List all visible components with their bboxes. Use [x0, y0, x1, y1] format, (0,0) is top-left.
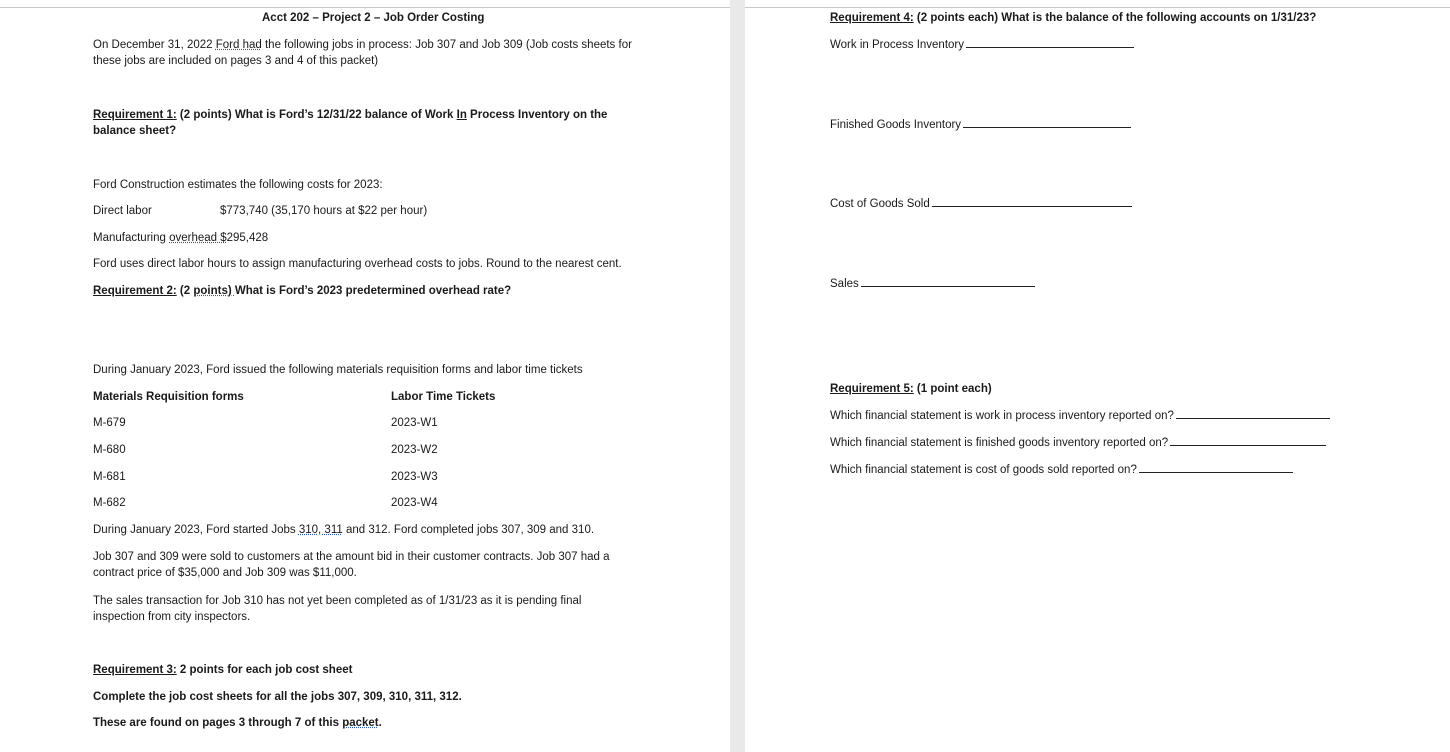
- answer-blank-q2[interactable]: [1170, 434, 1326, 446]
- labor-ticket-1: 2023-W1: [391, 417, 438, 429]
- spell-flag-ford-had: Ford had: [215, 39, 262, 51]
- answer-blank-q3[interactable]: [1139, 461, 1293, 473]
- pending-line-1: The sales transaction for Job 310 has not yet been completed as of 1/31/23 as it is pending final: [93, 595, 582, 607]
- requirement-4-label: Requirement 4:: [830, 12, 914, 24]
- material-form-1: M-679: [93, 417, 126, 429]
- answer-blank-sales[interactable]: [861, 275, 1035, 287]
- intro-line-1: On December 31, 2022 Ford had the following jobs in process: Job 307 and Job 309 (Job costs sheets for: [93, 39, 632, 51]
- jobs-sold-line-2: contract price of $35,000 and Job 309 was $11,000.: [93, 567, 357, 579]
- requirement-1-line-2: balance sheet?: [93, 125, 177, 137]
- requirement-1-label: Requirement 1:: [93, 109, 177, 121]
- account-finished-goods: Finished Goods Inventory: [830, 116, 1131, 134]
- answer-blank-q1[interactable]: [1176, 407, 1330, 419]
- requirement-2-label: Requirement 2:: [93, 285, 177, 297]
- requirement-4: Requirement 4: (2 points each) What is the balance of the following accounts on 1/31/23?: [830, 12, 1317, 24]
- requirement-3-line-2: Complete the job cost sheets for all the jobs 307, 309, 310, 311, 312.: [93, 691, 462, 703]
- requirement-3-label: Requirement 3:: [93, 664, 177, 676]
- requirement-3: Requirement 3: 2 points for each job cost sheet: [93, 664, 353, 676]
- answer-blank-finished-goods[interactable]: [963, 116, 1131, 128]
- question-fg-statement: Which financial statement is finished goods inventory reported on?: [830, 434, 1326, 452]
- page-top-divider: [0, 7, 730, 8]
- answer-blank-wip[interactable]: [966, 36, 1134, 48]
- document-page-right: [745, 0, 1450, 752]
- intro-line-2: these jobs are included on pages 3 and 4 of this packet): [93, 55, 379, 67]
- direct-labor-label: Direct labor: [93, 205, 152, 217]
- account-cogs: Cost of Goods Sold: [830, 195, 1132, 213]
- issued-intro: During January 2023, Ford issued the following materials requisition forms and labor time tickets: [93, 364, 583, 376]
- labor-ticket-2: 2023-W2: [391, 444, 438, 456]
- pending-line-2: inspection from city inspectors.: [93, 611, 251, 623]
- document-title: Acct 202 – Project 2 – Job Order Costing: [262, 12, 485, 24]
- answer-blank-cogs[interactable]: [932, 195, 1132, 207]
- materials-header: Materials Requisition forms: [93, 391, 244, 403]
- requirement-5-label: Requirement 5:: [830, 383, 914, 395]
- question-wip-statement: Which financial statement is work in process inventory reported on?: [830, 407, 1330, 425]
- jobs-sold-line-1: Job 307 and 309 were sold to customers at the amount bid in their customer contracts. Job 307 had a: [93, 551, 610, 563]
- allocation-note: Ford uses direct labor hours to assign manufacturing overhead costs to jobs. Round to the nearest cent.: [93, 258, 622, 270]
- question-cogs-statement: Which financial statement is cost of goods sold reported on?: [830, 461, 1293, 479]
- labor-ticket-4: 2023-W4: [391, 497, 438, 509]
- material-form-2: M-680: [93, 444, 126, 456]
- labor-ticket-3: 2023-W3: [391, 471, 438, 483]
- labor-header: Labor Time Tickets: [391, 391, 496, 403]
- page-top-divider: [745, 7, 1450, 8]
- estimates-intro: Ford Construction estimates the following costs for 2023:: [93, 179, 383, 191]
- direct-labor-value: $773,740 (35,170 hours at $22 per hour): [220, 205, 428, 217]
- requirement-5: Requirement 5: (1 point each): [830, 383, 992, 395]
- manufacturing-overhead: Manufacturing overhead $295,428: [93, 232, 269, 244]
- account-wip: Work in Process Inventory: [830, 36, 1134, 54]
- jobs-started: During January 2023, Ford started Jobs 310, 311 and 312. Ford completed jobs 307, 309 and 310.: [93, 524, 595, 536]
- requirement-2: Requirement 2: (2 points) What is Ford’s 2023 predetermined overhead rate?: [93, 285, 512, 297]
- account-sales: Sales: [830, 275, 1035, 293]
- material-form-4: M-682: [93, 497, 126, 509]
- requirement-3-line-3: These are found on pages 3 through 7 of this packet.: [93, 717, 382, 729]
- material-form-3: M-681: [93, 471, 126, 483]
- requirement-1: Requirement 1: (2 points) What is Ford’s 12/31/22 balance of Work In Process Inventory on the: [93, 109, 608, 121]
